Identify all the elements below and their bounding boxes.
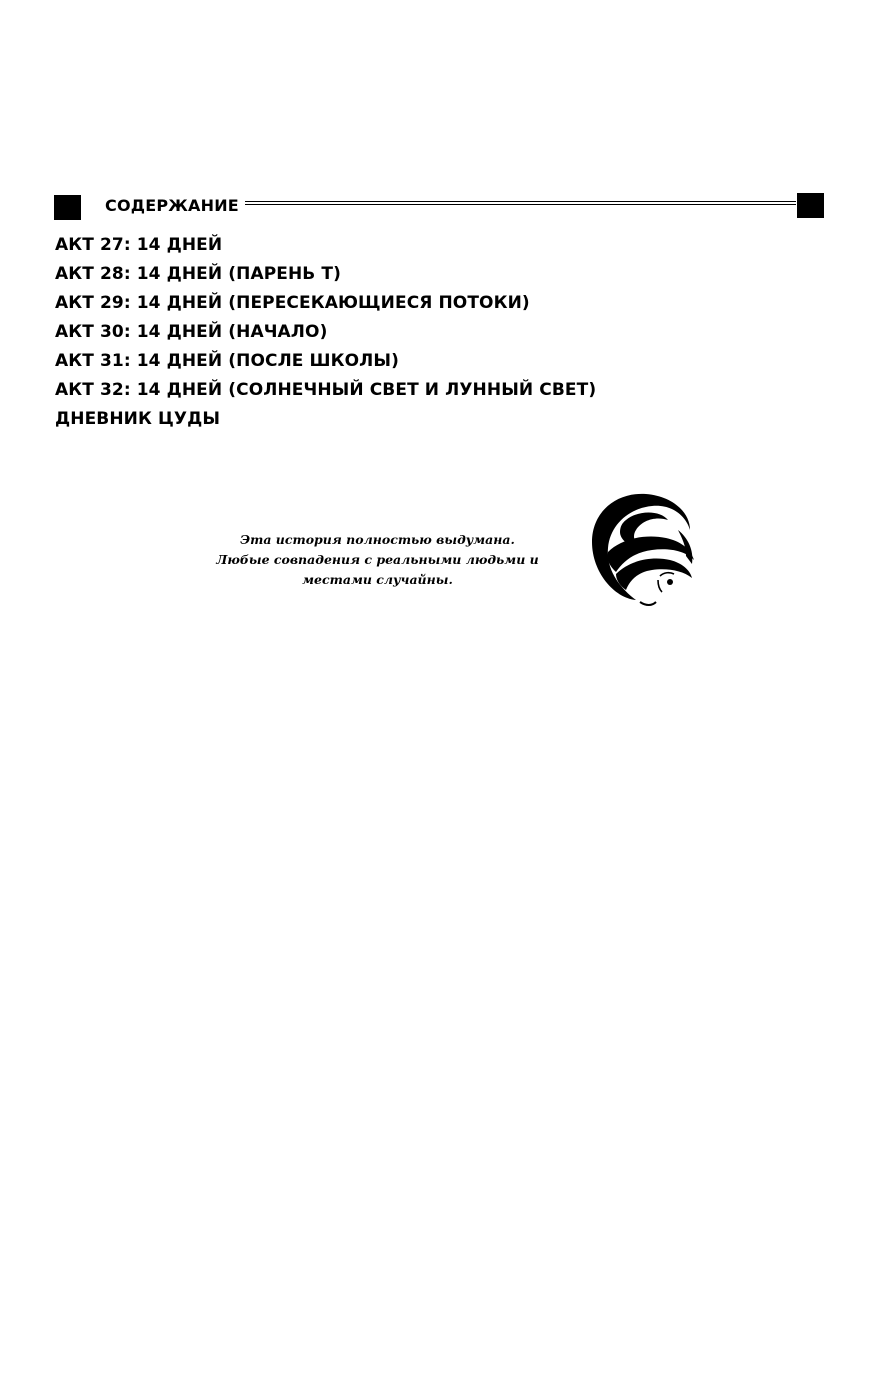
header-left-square xyxy=(54,195,81,220)
fiction-disclaimer xyxy=(210,530,545,590)
header-right-square xyxy=(797,193,824,218)
toc-item-act-32[interactable]: АКТ 32: 14 ДНЕЙ (СОЛНЕЧНЫЙ СВЕТ И ЛУННЫЙ СВЕТ) xyxy=(55,380,597,400)
contents-title: СОДЕРЖАНИЕ xyxy=(105,196,239,215)
toc-item-diary[interactable]: ДНЕВНИК ЦУДЫ xyxy=(55,409,221,429)
toc-item-act-27[interactable]: АКТ 27: 14 ДНЕЙ xyxy=(55,235,223,255)
stylized-face-swirl-logo-icon xyxy=(586,490,698,610)
toc-item-act-30[interactable]: АКТ 30: 14 ДНЕЙ (НАЧАЛО) xyxy=(55,322,328,342)
disclaimer-line: местами случайны. xyxy=(302,572,453,587)
toc-item-act-29[interactable]: АКТ 29: 14 ДНЕЙ (ПЕРЕСЕКАЮЩИЕСЯ ПОТОКИ) xyxy=(55,293,530,313)
disclaimer-line: Любые совпадения с реальными людьми и xyxy=(216,552,539,567)
table-of-contents xyxy=(55,235,596,438)
contents-header xyxy=(0,190,884,222)
header-double-rule xyxy=(245,201,796,205)
disclaimer-line: Эта история полностью выдумана. xyxy=(240,532,515,547)
toc-item-act-28[interactable]: АКТ 28: 14 ДНЕЙ (ПАРЕНЬ Т) xyxy=(55,264,341,284)
toc-item-act-31[interactable]: АКТ 31: 14 ДНЕЙ (ПОСЛЕ ШКОЛЫ) xyxy=(55,351,399,371)
